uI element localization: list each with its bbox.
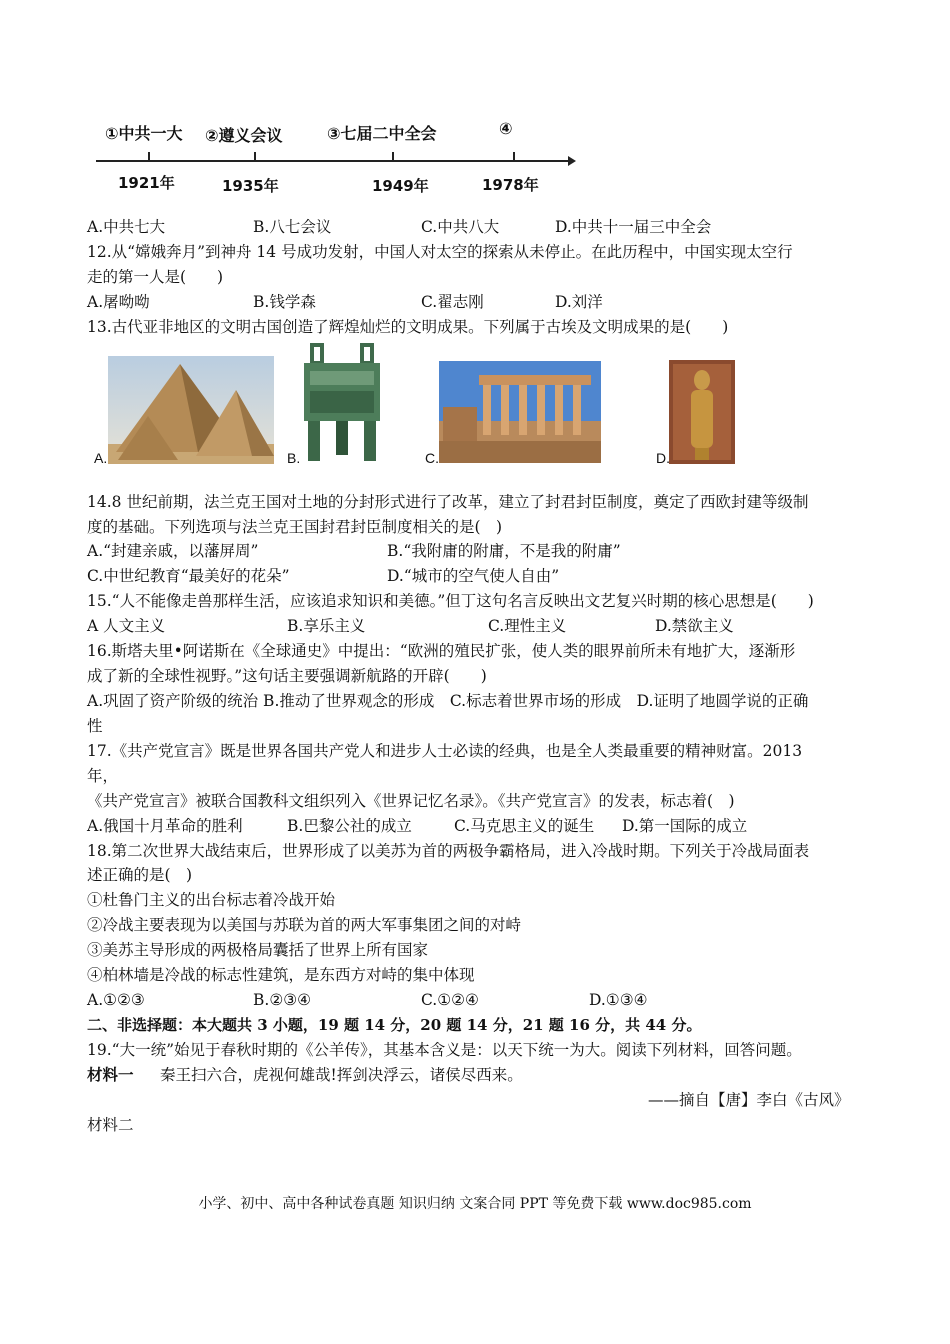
q15-option-d: D.禁欲主义 xyxy=(655,617,734,635)
q16-stem-line2: 成了新的全球性视野。”这句话主要强调新航路的开辟( ) xyxy=(87,667,487,685)
timeline-year-3: 1949年 xyxy=(372,177,429,195)
q12-option-a: A.屠呦呦 xyxy=(87,293,150,311)
temple-ruins-image xyxy=(439,361,601,463)
q14-stem-line1: 14.8 世纪前期，法兰克王国对土地的分封形式进行了改革，建立了封君封臣制度，奠定了西欧封建等级制 xyxy=(87,493,809,511)
timeline-event-1: ①中共一大 xyxy=(105,124,183,143)
material-1-text: 秦王扫六合，虎视何雄哉!挥剑决浮云，诸侯尽西来。 xyxy=(160,1066,523,1084)
q18-item-4: ④柏林墙是冷战的标志性建筑，是东西方对峙的集中体现 xyxy=(87,966,475,984)
q17-option-a: A.俄国十月革命的胜利 xyxy=(87,817,243,835)
q18-option-b: B.②③④ xyxy=(253,991,312,1009)
material-2-label: 材料二 xyxy=(87,1116,134,1134)
buddha-statue-image xyxy=(669,360,735,464)
timeline-event-2: ②遵义会议 xyxy=(205,126,283,145)
q12-option-d: D.刘洋 xyxy=(555,293,603,311)
q12-stem-line2: 走的第一人是( ) xyxy=(87,268,224,286)
q11-option-d: D.中共十一届三中全会 xyxy=(555,218,712,236)
material-1-source: ——摘自【唐】李白《古风》 xyxy=(648,1091,850,1109)
q17-option-d: D.第一国际的成立 xyxy=(622,817,748,835)
q18-option-c: C.①②④ xyxy=(421,991,479,1009)
section-2-heading: 二、非选择题：本大题共 3 小题，19 题 14 分，20 题 14 分，21 题 16 分，共 44 分。 xyxy=(87,1016,702,1034)
q15-option-a: A 人文主义 xyxy=(87,617,166,635)
q14-option-a: A.“封建亲戚，以藩屏周” xyxy=(87,542,259,560)
q13-option-a-label: A. xyxy=(94,450,108,466)
q18-stem-line2: 述正确的是( ) xyxy=(87,866,193,884)
q11-option-c: C.中共八大 xyxy=(421,218,500,236)
q18-option-d: D.①③④ xyxy=(589,991,648,1009)
timeline-year-1: 1921年 xyxy=(118,174,175,192)
timeline-axis xyxy=(0,0,950,200)
q15-option-c: C.理性主义 xyxy=(488,617,567,635)
page-footer: 小学、初中、高中各种试卷真题 知识归纳 文案合同 PPT 等免费下载 www.doc985.com xyxy=(198,1196,752,1212)
timeline-year-4: 1978年 xyxy=(482,176,539,194)
q17-stem-line2: 年， xyxy=(87,767,119,785)
timeline-year-2: 1935年 xyxy=(222,177,279,195)
q17-stem-line1: 17.《共产党宣言》既是世界各国共产党人和进步人士必读的经典，也是全人类最重要的精神财富。2013 xyxy=(87,742,803,760)
q13-stem: 13.古代亚非地区的文明古国创造了辉煌灿烂的文明成果。下列属于古埃及文明成果的是( ) xyxy=(87,318,729,336)
timeline-event-4: ④ xyxy=(499,119,513,138)
q16-options: A.巩固了资产阶级的统治 B.推动了世界观念的形成 C.标志着世界市场的形成 D.证明了地圆学说的正确 xyxy=(87,692,809,710)
q18-stem-line1: 18.第二次世界大战结束后，世界形成了以美苏为首的两极争霸格局，进入冷战时期。下列关于冷战局面表 xyxy=(87,842,810,860)
bronze-ding-image xyxy=(300,341,384,465)
q15-stem: 15.“人不能像走兽那样生活，应该追求知识和美德。”但丁这句名言反映出文艺复兴时期的核心思想是( ) xyxy=(87,592,814,610)
q14-option-c: C.中世纪教育“最美好的花朵” xyxy=(87,567,290,585)
q18-option-a: A.①②③ xyxy=(87,991,145,1009)
q13-option-d-label: D. xyxy=(656,450,670,466)
q17-option-c: C.马克思主义的诞生 xyxy=(454,817,595,835)
q14-option-d: D.“城市的空气使人自由” xyxy=(387,567,560,585)
q14-option-b: B.“我附庸的附庸，不是我的附庸” xyxy=(387,542,621,560)
q12-option-b: B.钱学森 xyxy=(253,293,316,311)
q18-item-3: ③美苏主导形成的两极格局囊括了世界上所有国家 xyxy=(87,941,429,959)
q16-options-tail: 性 xyxy=(87,717,103,735)
q19-stem: 19.“大一统”始见于春秋时期的《公羊传》，其基本含义是：以天下统一为大。阅读下列材料，回答问题。 xyxy=(87,1041,802,1059)
q12-option-c: C.翟志刚 xyxy=(421,293,484,311)
q13-option-c-label: C. xyxy=(425,450,439,466)
q13-option-b-label: B. xyxy=(287,450,301,466)
q12-stem-line1: 12.从“嫦娥奔月”到神舟 14 号成功发射，中国人对太空的探索从未停止。在此历程中，中国实现太空行 xyxy=(87,243,793,261)
q14-stem-line2: 度的基础。下列选项与法兰克王国封君封臣制度相关的是( ) xyxy=(87,518,503,536)
pyramids-image xyxy=(108,356,274,464)
q15-option-b: B.享乐主义 xyxy=(287,617,366,635)
q11-option-b: B.八七会议 xyxy=(253,218,332,236)
q17-option-b: B.巴黎公社的成立 xyxy=(287,817,412,835)
q16-stem-line1: 16.斯塔夫里•阿诺斯在《全球通史》中提出：“欧洲的殖民扩张，使人类的眼界前所未有地扩大，逐渐形 xyxy=(87,642,796,660)
q11-option-a: A.中共七大 xyxy=(87,218,166,236)
q18-item-2: ②冷战主要表现为以美国与苏联为首的两大军事集团之间的对峙 xyxy=(87,916,522,934)
material-1-label: 材料一 xyxy=(87,1065,134,1084)
timeline-event-3: ③七届二中全会 xyxy=(327,124,437,143)
q17-stem-line3: 《共产党宣言》被联合国教科文组织列入《世界记忆名录》。《共产党宣言》的发表，标志着( ) xyxy=(87,792,735,810)
q18-item-1: ①杜鲁门主义的出台标志着冷战开始 xyxy=(87,891,336,909)
